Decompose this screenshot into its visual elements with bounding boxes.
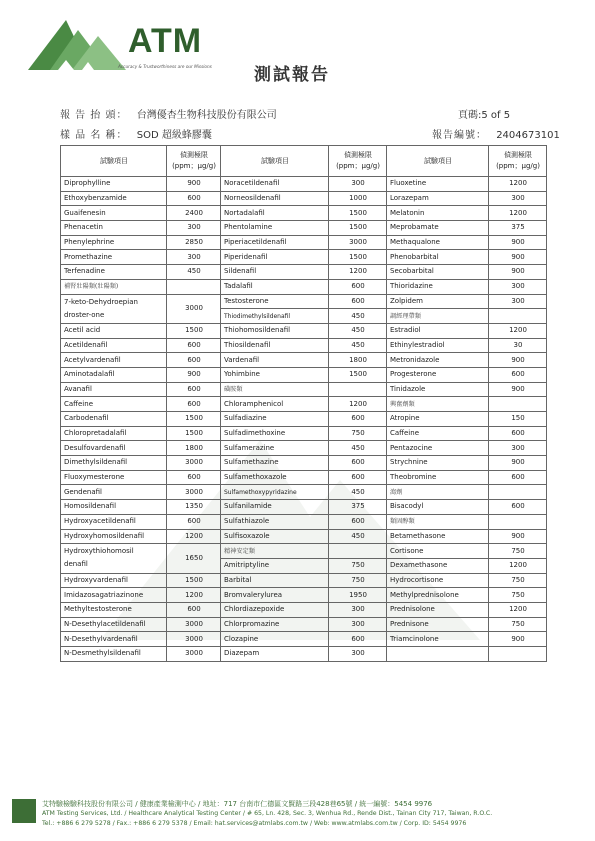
detection-limit-cell: 600 [167,397,221,412]
detection-limit-cell: 600 [489,367,547,382]
item-name-cell: Desulfovardenafil [61,441,167,456]
item-name-cell: Sulfathiazole [221,514,329,529]
item-name-line: 7-keto-Dehydroepian [64,297,138,306]
item-name-cell: Norneosildenafil [221,191,329,206]
detection-limit-cell: 1500 [167,573,221,588]
item-name-cell: Chloramphenicol [221,397,329,412]
item-name-cell: Noracetildenafil [221,177,329,192]
item-name-cell: Avanafil [61,382,167,397]
logo-wordmark: ATM [128,22,203,60]
footer-line-3: Tel.: +886 6 279 5278 / Fax.: +886 6 279 5378 / Email: hat.services@atmlabs.com.tw / Web: www.atmlabs.com.tw / Corp. ID: 5454 9976 [42,820,467,827]
sample-value: SOD 超級蜂膠囊 [136,130,212,141]
item-name-cell: Pentazocine [387,441,489,456]
detection-limit-cell: 2850 [167,235,221,250]
table-row [61,382,547,397]
detection-limit-cell: 1500 [329,221,387,236]
item-name-cell: Phenylephrine [61,235,167,250]
item-name-cell: Guaifenesin [61,206,167,221]
detection-limit-cell: 900 [489,265,547,280]
item-name-cell: 補腎壯陽類(壯陽類) [61,279,167,294]
item-name-cell: Phenobarbital [387,250,489,265]
detection-limit-cell: 450 [167,265,221,280]
item-name-cell: Fluoxymesterone [61,470,167,485]
item-name-cell: Vardenafil [221,353,329,368]
detection-limit-cell [489,397,547,412]
detection-limit-cell: 3000 [167,632,221,647]
item-name-cell [61,544,167,573]
item-name-cell: Clozapine [221,632,329,647]
item-name-cell: 磺胺類 [221,382,329,397]
table-row [61,294,547,309]
detection-limit-cell [167,279,221,294]
item-name-cell: Lorazepam [387,191,489,206]
table-row [61,353,547,368]
detection-limit-cell: 1500 [167,323,221,338]
detection-limit-cell: 750 [329,558,387,573]
detection-limit-cell: 3000 [167,485,221,500]
item-name-cell: Bromvalerylurea [221,588,329,603]
detection-limit-cell: 900 [489,632,547,647]
detection-limit-cell: 1200 [489,206,547,221]
item-name-cell: Methylprednisolone [387,588,489,603]
detection-limit-cell: 1200 [489,602,547,617]
page-number-row [458,106,510,121]
item-name-cell: Diprophylline [61,177,167,192]
item-name-cell: Yohimbine [221,367,329,382]
table-row [61,250,547,265]
company-mark-icon [12,799,36,823]
detection-limit-cell: 1200 [167,529,221,544]
item-name-cell: Sildenafil [221,265,329,280]
detection-limit-cell: 450 [329,441,387,456]
item-name-cell: Sulfamethazine [221,456,329,471]
detection-limit-cell: 1500 [329,367,387,382]
detection-limit-cell: 450 [329,309,387,324]
table-row [61,265,547,280]
detection-limit-cell: 3000 [329,235,387,250]
item-name-cell: Testosterone [221,294,329,309]
detection-limit-cell [489,309,547,324]
detection-limit-cell: 900 [489,250,547,265]
detection-limit-cell [489,514,547,529]
item-name-cell: Melatonin [387,206,489,221]
item-name-cell: Hydrocortisone [387,573,489,588]
item-name-cell: Hydroxyacetildenafil [61,514,167,529]
item-name-cell: Sulfamerazine [221,441,329,456]
table-row [61,441,547,456]
item-name-cell: Gendenafil [61,485,167,500]
item-name-cell: Methaqualone [387,235,489,250]
table-row [61,632,547,647]
item-name-cell: Carbodenafil [61,412,167,427]
detection-limit-cell: 1200 [489,177,547,192]
item-name-cell: Meprobamate [387,221,489,236]
item-name-cell: Prednisolone [387,602,489,617]
detection-limit-cell: 3000 [167,294,221,323]
detection-limit-cell: 450 [329,529,387,544]
table-row [61,573,547,588]
detection-limit-cell: 600 [167,382,221,397]
detection-limit-cell: 1500 [329,250,387,265]
test-items-table [60,145,547,662]
item-name-cell: Chlordiazepoxide [221,602,329,617]
detection-limit-cell: 1650 [167,544,221,573]
detection-limit-cell: 375 [329,500,387,515]
page-label: 頁碼: [458,110,482,121]
page-footer [0,795,595,841]
detection-limit-cell [329,382,387,397]
applicant-value: 台灣優杏生物科技股份有限公司 [136,110,277,121]
item-name-cell: Atropine [387,412,489,427]
detection-limit-cell: 750 [489,617,547,632]
detection-limit-cell: 900 [167,367,221,382]
detection-limit-cell: 600 [167,191,221,206]
table-row [61,544,547,559]
detection-limit-cell: 1000 [329,191,387,206]
detection-limit-cell: 450 [329,485,387,500]
detection-limit-cell: 600 [489,470,547,485]
table-row [61,470,547,485]
detection-limit-cell: 300 [489,279,547,294]
table-row [61,412,547,427]
detection-limit-cell: 1200 [329,397,387,412]
table-row [61,221,547,236]
detection-limit-cell: 1500 [167,426,221,441]
detection-limit-cell: 150 [489,412,547,427]
detection-limit-cell: 600 [329,632,387,647]
item-name-cell: N-Desmethylsildenafil [61,647,167,662]
item-name-cell: Progesterone [387,367,489,382]
item-name-cell: Secobarbital [387,265,489,280]
detection-limit-cell: 1200 [489,323,547,338]
table-row [61,588,547,603]
detection-limit-cell: 450 [329,323,387,338]
table-row [61,367,547,382]
item-name-cell: Imidazosagatriazinone [61,588,167,603]
item-name-cell: Acetildenafil [61,338,167,353]
detection-limit-cell: 600 [167,338,221,353]
detection-limit-cell [489,485,547,500]
detection-limit-cell: 600 [489,500,547,515]
detection-limit-cell: 3000 [167,647,221,662]
table-row [61,397,547,412]
item-name-cell: Homosildenafil [61,500,167,515]
detection-limit-cell: 2400 [167,206,221,221]
item-name-cell: Strychnine [387,456,489,471]
page-value: 5 of 5 [481,110,511,121]
table-row [61,617,547,632]
detection-limit-cell: 600 [167,353,221,368]
logo-tagline: Accuracy & Trustworthiness are our Missions [118,64,212,69]
item-name-cell: Triamcinolone [387,632,489,647]
sample-label: 樣 品 名 稱： [60,130,128,141]
detection-limit-cell: 300 [489,294,547,309]
item-name-cell: Nortadalafil [221,206,329,221]
detection-limit-cell: 600 [329,514,387,529]
detection-limit-cell: 30 [489,338,547,353]
detection-limit-cell [329,544,387,559]
detection-limit-cell: 300 [167,250,221,265]
detection-limit-cell: 750 [489,544,547,559]
detection-limit-cell: 1200 [489,558,547,573]
report-number-row [432,126,560,141]
detection-limit-cell: 300 [329,647,387,662]
item-name-cell: Amitriptyline [221,558,329,573]
item-name-cell: 調經理帶類 [387,309,489,324]
detection-limit-cell: 600 [167,514,221,529]
header-item-3: 試驗項目 [387,146,489,177]
report-number-label: 報告編號： [432,130,487,141]
table-row [61,279,547,294]
item-name-cell: Sulfadimethoxine [221,426,329,441]
detection-limit-cell: 300 [329,602,387,617]
table-row [61,206,547,221]
item-name-cell: Chlorpromazine [221,617,329,632]
item-name-cell: Dimethylsildenafil [61,456,167,471]
item-name-cell: Fluoxetine [387,177,489,192]
table-row [61,191,547,206]
applicant-label: 報 告 抬 頭： [60,110,128,121]
table-row [61,235,547,250]
detection-limit-cell: 900 [489,235,547,250]
item-name-line: denafil [64,560,88,569]
table-row [61,529,547,544]
item-name-cell: Acetil acid [61,323,167,338]
item-name-cell: Piperiacetildenafil [221,235,329,250]
footer-line-2: ATM Testing Services, Ltd. / Healthcare Analytical Testing Center / # 65, Ln. 428, Sec. 3, Wenhua Rd., Rende Dist., Tainan City 717, Taiwan, R.O.C. [42,810,493,817]
item-name-cell: Estradiol [387,323,489,338]
table-row [61,500,547,515]
detection-limit-cell: 750 [489,573,547,588]
item-name-cell: Caffeine [61,397,167,412]
header-limit-1: 偵測極限 (ppm；μg/g) [167,146,221,177]
detection-limit-cell: 300 [329,617,387,632]
footer-line-1: 艾特驗檢驗科技股份有限公司 / 健康產業檢測中心 / 地址：717 台南市仁德區文賢路三段428巷65號 / 統一編號：5454 9976 [42,800,433,808]
applicant-row [60,106,277,121]
detection-limit-cell: 450 [329,338,387,353]
table-row [61,514,547,529]
item-name-cell: Thiosildenafil [221,338,329,353]
item-name-cell: Piperidenafil [221,250,329,265]
detection-limit-cell: 1800 [167,441,221,456]
detection-limit-cell: 600 [329,412,387,427]
item-name-cell: Betamethasone [387,529,489,544]
detection-limit-cell: 600 [167,470,221,485]
item-name-cell: Chloropretadalafil [61,426,167,441]
detection-limit-cell: 300 [167,221,221,236]
item-name-cell: Aminotadalafil [61,367,167,382]
detection-limit-cell: 600 [329,294,387,309]
item-name-cell: Diazepam [221,647,329,662]
item-name-cell: N-Desethylvardenafil [61,632,167,647]
item-name-cell: 瀉劑 [387,485,489,500]
item-name-line: Hydroxythiohomosil [64,547,134,556]
item-name-cell: Cortisone [387,544,489,559]
item-name-cell: Zolpidem [387,294,489,309]
item-name-cell: 興奮劑類 [387,397,489,412]
detection-limit-cell: 900 [489,353,547,368]
item-name-cell: Metronidazole [387,353,489,368]
item-name-cell: Dexamethasone [387,558,489,573]
item-name-cell: Sulfamethoxypyridazine [221,485,329,500]
detection-limit-cell: 300 [329,177,387,192]
detection-limit-cell: 900 [167,177,221,192]
item-name-cell: Methyltestosterone [61,602,167,617]
detection-limit-cell: 900 [489,382,547,397]
sample-row [60,126,212,141]
item-name-cell: Acetylvardenafil [61,353,167,368]
detection-limit-cell: 600 [329,456,387,471]
detection-limit-cell: 900 [489,456,547,471]
item-name-cell: Phentolamine [221,221,329,236]
item-name-cell: Theobromine [387,470,489,485]
item-name-cell: Thiohomosildenafil [221,323,329,338]
detection-limit-cell: 900 [489,529,547,544]
item-name-cell: Promethazine [61,250,167,265]
item-name-cell: Tinidazole [387,382,489,397]
detection-limit-cell: 600 [489,426,547,441]
document-title: 測試報告 [254,65,330,85]
detection-limit-cell: 600 [167,602,221,617]
detection-limit-cell: 3000 [167,617,221,632]
item-name-cell: Bisacodyl [387,500,489,515]
detection-limit-cell: 1200 [329,265,387,280]
item-name-line: droster-one [64,310,105,319]
item-name-cell [387,647,489,662]
table-row [61,485,547,500]
detection-limit-cell: 600 [329,279,387,294]
table-header-row [61,146,547,177]
detection-limit-cell: 3000 [167,456,221,471]
detection-limit-cell: 1950 [329,588,387,603]
item-name-cell: Tadalafil [221,279,329,294]
item-name-cell: Ethoxybenzamide [61,191,167,206]
item-name-cell: Thiodimethylsildenafil [221,309,329,324]
table-row [61,177,547,192]
table-row [61,602,547,617]
detection-limit-cell: 1200 [167,588,221,603]
table-row [61,338,547,353]
header-item-1: 試驗項目 [61,146,167,177]
table-row [61,647,547,662]
item-name-cell: Hydroxyhomosildenafil [61,529,167,544]
item-name-cell: Sulfadiazine [221,412,329,427]
table-row [61,426,547,441]
detection-limit-cell: 750 [329,573,387,588]
item-name-cell: 類固醇類 [387,514,489,529]
item-name-cell: Caffeine [387,426,489,441]
item-name-cell: Sulfisoxazole [221,529,329,544]
item-name-cell: Sulfamethoxazole [221,470,329,485]
table-row [61,323,547,338]
detection-limit-cell: 1500 [167,412,221,427]
detection-limit-cell: 750 [329,426,387,441]
detection-limit-cell: 1500 [329,206,387,221]
item-name-cell: Ethinylestradiol [387,338,489,353]
item-name-cell: Thioridazine [387,279,489,294]
detection-limit-cell: 1350 [167,500,221,515]
detection-limit-cell: 750 [489,588,547,603]
item-name-cell [61,294,167,323]
item-name-cell: 精神安定類 [221,544,329,559]
item-name-cell: Hydroxyvardenafil [61,573,167,588]
detection-limit-cell: 300 [489,441,547,456]
detection-limit-cell: 375 [489,221,547,236]
detection-limit-cell: 300 [489,191,547,206]
header-limit-2: 偵測極限 (ppm；μg/g) [329,146,387,177]
item-name-cell: Prednisone [387,617,489,632]
item-name-cell: Terfenadine [61,265,167,280]
detection-limit-cell [489,647,547,662]
item-name-cell: Phenacetin [61,221,167,236]
item-name-cell: Sulfanilamide [221,500,329,515]
detection-limit-cell: 1800 [329,353,387,368]
item-name-cell: N-Desethylacetildenafil [61,617,167,632]
item-name-cell: Barbital [221,573,329,588]
header-item-2: 試驗項目 [221,146,329,177]
table-row [61,456,547,471]
detection-limit-cell: 600 [329,470,387,485]
header-limit-3: 偵測極限 (ppm；μg/g) [489,146,547,177]
report-number-value: 2404673101 [496,130,560,141]
